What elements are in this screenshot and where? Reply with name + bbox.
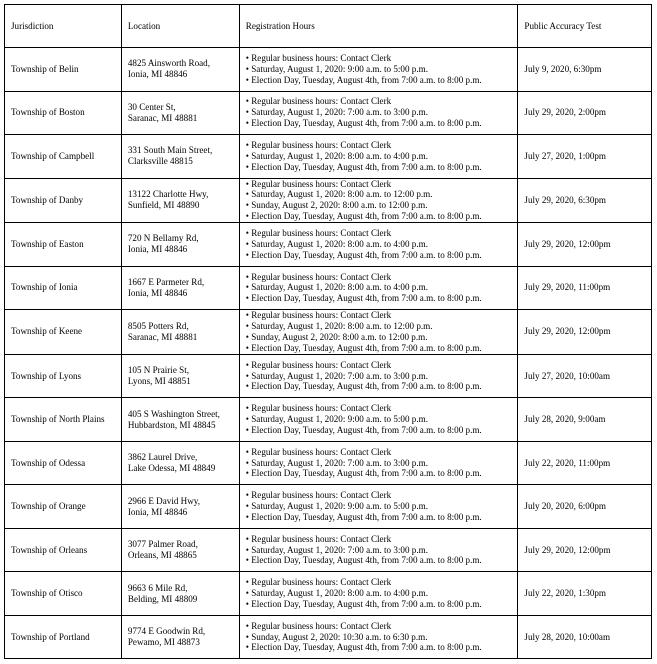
hours-line: • Election Day, Tuesday, August 4th, from 7:00 a.m. to 8:00 p.m. (245, 511, 482, 522)
address-line: 9663 6 Mile Rd, (127, 582, 188, 593)
table-body (5, 48, 652, 659)
hours-line: • Saturday, August 1, 2020: 9:00 a.m. to 5:00 p.m. (245, 63, 428, 74)
location-cell (121, 178, 239, 223)
table-row (5, 572, 652, 616)
hours-line: • Election Day, Tuesday, August 4th, from 7:00 a.m. to 8:00 p.m. (245, 74, 482, 85)
public-accuracy-test-cell: July 9, 2020, 6:30pm (518, 48, 652, 92)
jurisdiction-cell: Township of Boston (5, 91, 122, 135)
address-line: 720 N Bellamy Rd, (127, 233, 199, 244)
hours-line: • Regular business hours: Contact Clerk (245, 310, 392, 321)
hours-line: • Saturday, August 1, 2020: 8:00 a.m. to 4:00 p.m. (245, 238, 428, 249)
hours-line: • Saturday, August 1, 2020: 7:00 a.m. to 3:00 p.m. (245, 107, 428, 118)
hours-line: • Election Day, Tuesday, August 4th, from 7:00 a.m. to 8:00 p.m. (245, 642, 482, 653)
address-line: 105 N Prairie St, (127, 365, 190, 376)
registration-hours-cell (239, 178, 518, 223)
address-line: Ionia, MI 48846 (127, 244, 188, 255)
address-line: Ionia, MI 48846 (127, 69, 188, 80)
header-public-accuracy-test: Public Accuracy Test (518, 5, 652, 48)
hours-line: • Election Day, Tuesday, August 4th, from 7:00 a.m. to 8:00 p.m. (245, 424, 482, 435)
table-row (5, 135, 652, 179)
hours-line: • Election Day, Tuesday, August 4th, from 7:00 a.m. to 8:00 p.m. (245, 598, 482, 609)
public-accuracy-test-cell: July 28, 2020, 10:00am (518, 615, 652, 659)
jurisdiction-cell: Township of Orange (5, 485, 122, 529)
address-line: Saranac, MI 48881 (127, 331, 198, 342)
hours-line: • Regular business hours: Contact Clerk (245, 403, 392, 414)
public-accuracy-test-cell: July 27, 2020, 1:00pm (518, 135, 652, 179)
location-cell (121, 572, 239, 616)
table-row (5, 485, 652, 529)
hours-line: • Election Day, Tuesday, August 4th, from 7:00 a.m. to 8:00 p.m. (245, 555, 482, 566)
header-jurisdiction: Jurisdiction (5, 5, 122, 48)
hours-line: • Saturday, August 1, 2020: 9:00 a.m. to 5:00 p.m. (245, 414, 428, 425)
jurisdiction-cell: Township of Campbell (5, 135, 122, 179)
location-cell (121, 223, 239, 267)
jurisdiction-cell: Township of Easton (5, 223, 122, 267)
hours-line: • Sunday, August 2, 2020: 8:00 a.m. to 12:00 p.m. (245, 200, 428, 211)
location-cell (121, 528, 239, 572)
hours-line: • Saturday, August 1, 2020: 8:00 a.m. to 4:00 p.m. (245, 150, 428, 161)
jurisdiction-cell: Township of Ionia (5, 266, 122, 310)
address-line: 3862 Laurel Drive, (127, 452, 198, 463)
public-accuracy-test-cell: July 29, 2020, 12:00pm (518, 223, 652, 267)
jurisdiction-cell: Township of Danby (5, 178, 122, 223)
address-line: Ionia, MI 48846 (127, 287, 188, 298)
registration-hours-cell (239, 485, 518, 529)
location-cell (121, 485, 239, 529)
address-line: Hubbardston, MI 48845 (127, 419, 216, 430)
address-line: 2966 E David Hwy, (127, 495, 201, 506)
address-line: Orleans, MI 48865 (127, 550, 197, 560)
address-line: Lake Odessa, MI 48849 (127, 463, 216, 473)
public-accuracy-test-cell: July 20, 2020, 6:00pm (518, 485, 652, 529)
hours-line: • Regular business hours: Contact Clerk (245, 577, 392, 588)
table-row (5, 398, 652, 442)
public-accuracy-test-cell: July 27, 2020, 10:00am (518, 354, 652, 398)
hours-line: • Saturday, August 1, 2020: 8:00 a.m. to 12:00 p.m. (245, 189, 433, 200)
location-cell (121, 398, 239, 442)
hours-line: • Regular business hours: Contact Clerk (245, 96, 392, 107)
location-cell (121, 310, 239, 355)
hours-line: • Saturday, August 1, 2020: 8:00 a.m. to 12:00 p.m. (245, 321, 433, 332)
address-line: 9774 E Goodwin Rd, (127, 626, 206, 637)
registration-hours-cell (239, 310, 518, 355)
location-cell (121, 135, 239, 179)
hours-line: • Regular business hours: Contact Clerk (245, 490, 392, 501)
jurisdiction-cell: Township of Belin (5, 48, 122, 92)
registration-hours-cell (239, 266, 518, 310)
table-row (5, 354, 652, 398)
hours-line: • Saturday, August 1, 2020: 7:00 a.m. to 3:00 p.m. (245, 544, 428, 555)
address-line: 1667 E Parmeter Rd, (127, 276, 205, 287)
hours-line: • Sunday, August 2, 2020: 8:00 a.m. to 12:00 p.m. (245, 331, 428, 342)
hours-line: • Election Day, Tuesday, August 4th, from 7:00 a.m. to 8:00 p.m. (245, 249, 482, 260)
hours-line: • Regular business hours: Contact Clerk (245, 533, 392, 544)
hours-line: • Regular business hours: Contact Clerk (245, 271, 392, 282)
address-line: 405 S Washington Street, (127, 408, 220, 419)
jurisdiction-cell: Township of Lyons (5, 354, 122, 398)
hours-line: • Election Day, Tuesday, August 4th, from 7:00 a.m. to 8:00 p.m. (245, 161, 482, 172)
hours-line: • Regular business hours: Contact Clerk (245, 359, 392, 370)
hours-line: • Saturday, August 1, 2020: 8:00 a.m. to 4:00 p.m. (245, 282, 428, 293)
location-cell (121, 91, 239, 135)
hours-line: • Saturday, August 1, 2020: 9:00 a.m. to 5:00 p.m. (245, 501, 428, 512)
address-line: 4825 Ainsworth Road, (127, 58, 210, 69)
location-cell (121, 441, 239, 485)
hours-line: • Regular business hours: Contact Clerk (245, 178, 392, 189)
address-line: 30 Center St, (127, 101, 176, 112)
table-row (5, 615, 652, 659)
hours-line: • Election Day, Tuesday, August 4th, from 7:00 a.m. to 8:00 p.m. (245, 381, 482, 392)
hours-line: • Election Day, Tuesday, August 4th, from 7:00 a.m. to 8:00 p.m. (245, 468, 482, 479)
public-accuracy-test-cell: July 29, 2020, 12:00pm (518, 528, 652, 572)
jurisdiction-cell: Township of Keene (5, 310, 122, 355)
address-line: 3077 Palmer Road, (127, 539, 198, 550)
table-row (5, 441, 652, 485)
location-cell (121, 354, 239, 398)
registration-hours-cell (239, 441, 518, 485)
table-row (5, 266, 652, 310)
public-accuracy-test-cell: July 28, 2020, 9:00am (518, 398, 652, 442)
registration-hours-cell (239, 528, 518, 572)
hours-line: • Regular business hours: Contact Clerk (245, 620, 392, 631)
jurisdiction-cell: Township of Orleans (5, 528, 122, 572)
public-accuracy-test-cell: July 29, 2020, 6:30pm (518, 178, 652, 223)
location-cell (121, 48, 239, 92)
table-header (5, 5, 652, 48)
hours-line: • Election Day, Tuesday, August 4th, from 7:00 a.m. to 8:00 p.m. (245, 342, 482, 353)
address-line: Lyons, MI 48851 (127, 376, 191, 386)
address-line: 331 South Main Street, (127, 145, 213, 156)
location-cell (121, 615, 239, 659)
header-row (5, 5, 652, 48)
address-line: Clarksville 48815 (127, 156, 193, 167)
location-cell (121, 266, 239, 310)
table-row (5, 48, 652, 92)
address-line: Sunfield, MI 48890 (127, 200, 200, 211)
address-line: Pewamo, MI 48873 (127, 637, 200, 647)
registration-hours-cell (239, 354, 518, 398)
registration-hours-cell (239, 135, 518, 179)
registration-hours-cell (239, 398, 518, 442)
table-row (5, 223, 652, 267)
hours-line: • Regular business hours: Contact Clerk (245, 228, 392, 239)
registration-hours-cell (239, 91, 518, 135)
public-accuracy-test-cell: July 29, 2020, 12:00pm (518, 310, 652, 355)
hours-line: • Sunday, August 2, 2020: 10:30 a.m. to 6:30 p.m. (245, 631, 428, 642)
public-accuracy-test-cell: July 29, 2020, 11:00pm (518, 266, 652, 310)
hours-line: • Saturday, August 1, 2020: 8:00 a.m. to 4:00 p.m. (245, 588, 428, 599)
registration-hours-cell (239, 615, 518, 659)
header-registration-hours: Registration Hours (239, 5, 518, 48)
public-accuracy-test-cell: July 22, 2020, 1:30pm (518, 572, 652, 616)
address-line: Belding, MI 48809 (127, 593, 198, 604)
jurisdiction-cell: Township of Portland (5, 615, 122, 659)
public-accuracy-test-cell: July 22, 2020, 11:00pm (518, 441, 652, 485)
hours-line: • Election Day, Tuesday, August 4th, from 7:00 a.m. to 8:00 p.m. (245, 118, 482, 129)
registration-table (4, 4, 652, 659)
hours-line: • Regular business hours: Contact Clerk (245, 52, 392, 63)
public-accuracy-test-cell: July 29, 2020, 2:00pm (518, 91, 652, 135)
hours-line: • Regular business hours: Contact Clerk (245, 139, 392, 150)
header-location: Location (121, 5, 239, 48)
hours-line: • Election Day, Tuesday, August 4th, from 7:00 a.m. to 8:00 p.m. (245, 293, 482, 304)
registration-hours-cell (239, 223, 518, 267)
address-line: 13122 Charlotte Hwy, (127, 189, 209, 200)
registration-hours-cell (239, 572, 518, 616)
table-row (5, 91, 652, 135)
registration-hours-cell (239, 48, 518, 92)
hours-line: • Saturday, August 1, 2020: 7:00 a.m. to 3:00 p.m. (245, 457, 428, 468)
jurisdiction-cell: Township of Otisco (5, 572, 122, 616)
address-line: Saranac, MI 48881 (127, 112, 198, 123)
table-row (5, 310, 652, 355)
jurisdiction-cell: Township of North Plains (5, 398, 122, 442)
hours-line: • Election Day, Tuesday, August 4th, from 7:00 a.m. to 8:00 p.m. (245, 211, 482, 222)
table-row (5, 178, 652, 223)
address-line: Ionia, MI 48846 (127, 506, 188, 517)
table-row (5, 528, 652, 572)
hours-line: • Regular business hours: Contact Clerk (245, 446, 392, 457)
address-line: 8505 Potters Rd, (127, 321, 189, 332)
hours-line: • Saturday, August 1, 2020: 7:00 a.m. to 3:00 p.m. (245, 370, 428, 381)
jurisdiction-cell: Township of Odessa (5, 441, 122, 485)
